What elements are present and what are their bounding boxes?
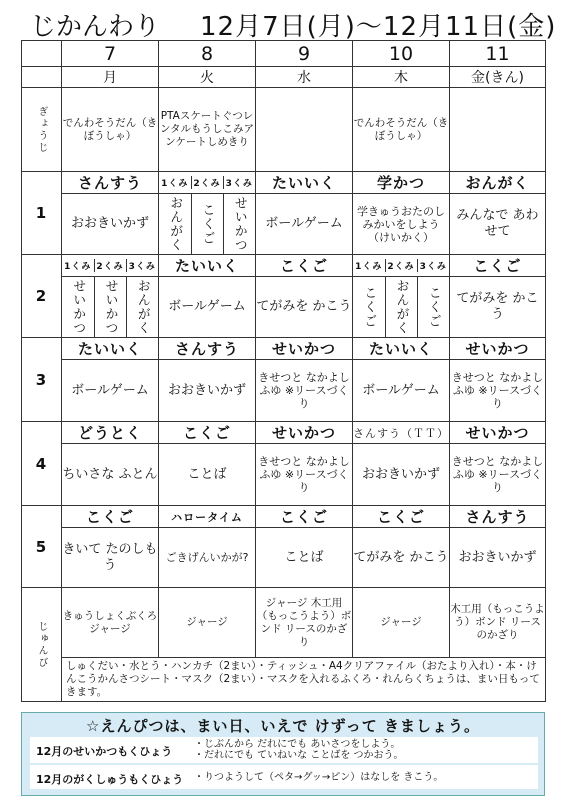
events-label: ぎょうじ — [36, 105, 47, 154]
period-label: 3 — [22, 338, 62, 422]
preparation-cell: 木工用（もっこうよう）ボンド リースのかざり — [450, 588, 546, 658]
content: ごきげんいかが? — [159, 528, 256, 588]
split-subject: おんがく — [393, 279, 409, 335]
content: きせつと なかよし ふゆ ※リースづくり — [256, 360, 353, 422]
content: きせつと なかよし ふゆ ※リースづくり — [450, 360, 546, 422]
content: おおきいかず — [159, 360, 256, 422]
period-4-content-row — [22, 444, 546, 506]
content: ボールゲーム — [353, 360, 450, 422]
period-5-subject-row — [22, 506, 546, 528]
subject: こくご — [62, 506, 159, 528]
day-number: 11 — [450, 41, 546, 67]
event-cell: でんわそうだん（きぼうしゃ） — [62, 88, 159, 172]
events-row — [22, 88, 546, 172]
subject: さんすう — [159, 338, 256, 360]
study-goal-label: 12月のがくしゅうもくひょう — [36, 773, 184, 786]
preparation-cell: ジャージ — [159, 588, 256, 658]
split-subject: こくご — [425, 286, 441, 328]
period-5-content-row — [22, 528, 546, 588]
class-label: 1くみ — [355, 262, 383, 272]
subject: こくご — [256, 506, 353, 528]
content: ボールゲーム — [62, 360, 159, 422]
period-2-subject-row — [22, 255, 546, 277]
subject: せいかつ — [256, 422, 353, 444]
content: きせつと なかよし ふゆ ※リースづくり — [256, 444, 353, 506]
content: きせつと なかよし ふゆ ※リースづくり — [450, 444, 546, 506]
content: ボールゲーム — [256, 194, 353, 255]
life-goal-text: ・だれにでも ていねいな ことばを つかおう。 — [194, 750, 404, 761]
period-label: 5 — [22, 506, 62, 588]
content: ボールゲーム — [159, 277, 256, 338]
weekday: 金(きん) — [450, 67, 546, 88]
content: きいて たのしもう — [62, 528, 159, 588]
subject: さんすう — [62, 172, 159, 194]
split-subject: おんがく — [134, 279, 150, 335]
day-number: 8 — [159, 41, 256, 67]
title-date-range: 12月7日(月)～12月11日(金) — [200, 12, 557, 42]
daily-items-note: しゅくだい・水とう・ハンカチ（2まい）・ティッシュ・A4クリアファイル（おたより入れ）・本・けんこうかんさつシート・マスク（2まい）・マスクを入れるふくろ・れんらくちょうは、まい日もってきます。 — [62, 658, 546, 702]
preparation-cell: ジャージ — [353, 588, 450, 658]
content: おおきいかず — [353, 444, 450, 506]
class-label: 2くみ — [94, 259, 126, 272]
subject: おんがく — [450, 172, 546, 194]
class-label: 2くみ — [191, 176, 223, 189]
life-goal-box — [30, 737, 538, 763]
content: 学きゅうおたのしみかいをしよう（けいかく） — [353, 194, 450, 255]
subject: せいかつ — [256, 338, 353, 360]
content: ちいさな ふとん — [62, 444, 159, 506]
preparation-cell: ジャージ 木工用（もっこうよう）ボンド リースのかざり — [256, 588, 353, 658]
day-number-row — [22, 41, 546, 67]
footer-goals — [21, 712, 545, 796]
timetable — [21, 40, 546, 702]
day-number: 7 — [62, 41, 159, 67]
class-label: 3くみ — [223, 176, 255, 189]
subject: せいかつ — [450, 338, 546, 360]
subject: たいいく — [159, 255, 256, 277]
weekday: 水 — [256, 67, 353, 88]
day-number: 9 — [256, 41, 353, 67]
split-subject: こくご — [361, 286, 377, 328]
split-subject: おんがく — [167, 196, 183, 252]
subject: たいいく — [62, 338, 159, 360]
weekday: 木 — [353, 67, 450, 88]
subject: ハロータイム — [159, 506, 256, 528]
period-2-content-row — [22, 277, 546, 338]
class-label: 2くみ — [385, 259, 417, 272]
period-4-subject-row — [22, 422, 546, 444]
weekday: 月 — [62, 67, 159, 88]
preparation-label: じゅんび — [36, 620, 47, 669]
study-goal-box — [30, 765, 538, 789]
period-label: 2 — [22, 255, 62, 338]
day-number: 10 — [353, 41, 450, 67]
content: てがみを かこう — [256, 277, 353, 338]
subject: こくご — [256, 255, 353, 277]
content: みんなで あわせて — [450, 194, 546, 255]
content: てがみを かこう — [450, 277, 546, 338]
content: おおきいかず — [450, 528, 546, 588]
page-title — [0, 4, 565, 42]
split-subject: せいかつ — [70, 279, 86, 335]
period-1-subject-row — [22, 172, 546, 194]
life-goal-label: 12月のせいかつもくひょう — [36, 745, 173, 758]
subject: こくご — [353, 506, 450, 528]
event-cell — [450, 88, 546, 172]
period-label: 1 — [22, 172, 62, 255]
subject: 学かつ — [353, 172, 450, 194]
content: おおきいかず — [62, 194, 159, 255]
weekday-row — [22, 67, 546, 88]
pencil-reminder: ☆えんぴつは、まい日、いえで けずって きましょう。 — [86, 717, 480, 735]
subject: せいかつ — [450, 422, 546, 444]
period-1-content-row — [22, 194, 546, 255]
subject: こくご — [159, 422, 256, 444]
subject: さんすう — [450, 506, 546, 528]
subject: どうとく — [62, 422, 159, 444]
period-3-content-row — [22, 360, 546, 422]
event-cell: でんわそうだん（きぼうしゃ） — [353, 88, 450, 172]
study-goal-text: ・りつようして（ペタ→グッ→ピン）はなしを きこう。 — [194, 772, 444, 783]
subject: こくご — [450, 255, 546, 277]
subject: さんすう（ＴＴ） — [353, 422, 450, 444]
event-cell — [256, 88, 353, 172]
period-label: 4 — [22, 422, 62, 506]
preparation-row — [22, 588, 546, 658]
class-label: 3くみ — [417, 259, 449, 272]
content: ことば — [256, 528, 353, 588]
split-subject: せいかつ — [231, 196, 247, 252]
split-subject: こくご — [199, 203, 215, 245]
title-left: じかんわり — [30, 12, 161, 42]
content: ことば — [159, 444, 256, 506]
event-cell: PTAスケートぐつレンタルもうしこみアンケートしめきり — [159, 88, 256, 172]
subject: たいいく — [353, 338, 450, 360]
content: てがみを かこう — [353, 528, 450, 588]
class-label: 3くみ — [126, 259, 158, 272]
class-label: 1くみ — [161, 179, 189, 189]
weekday: 火 — [159, 67, 256, 88]
life-goal-text: ・じぶんから だれにでも あいさつをしよう。 — [194, 739, 401, 750]
class-label: 1くみ — [64, 262, 92, 272]
period-3-subject-row — [22, 338, 546, 360]
preparation-cell: きゅうしょくぶくろ ジャージ — [62, 588, 159, 658]
subject: たいいく — [256, 172, 353, 194]
split-subject: せいかつ — [102, 279, 118, 335]
